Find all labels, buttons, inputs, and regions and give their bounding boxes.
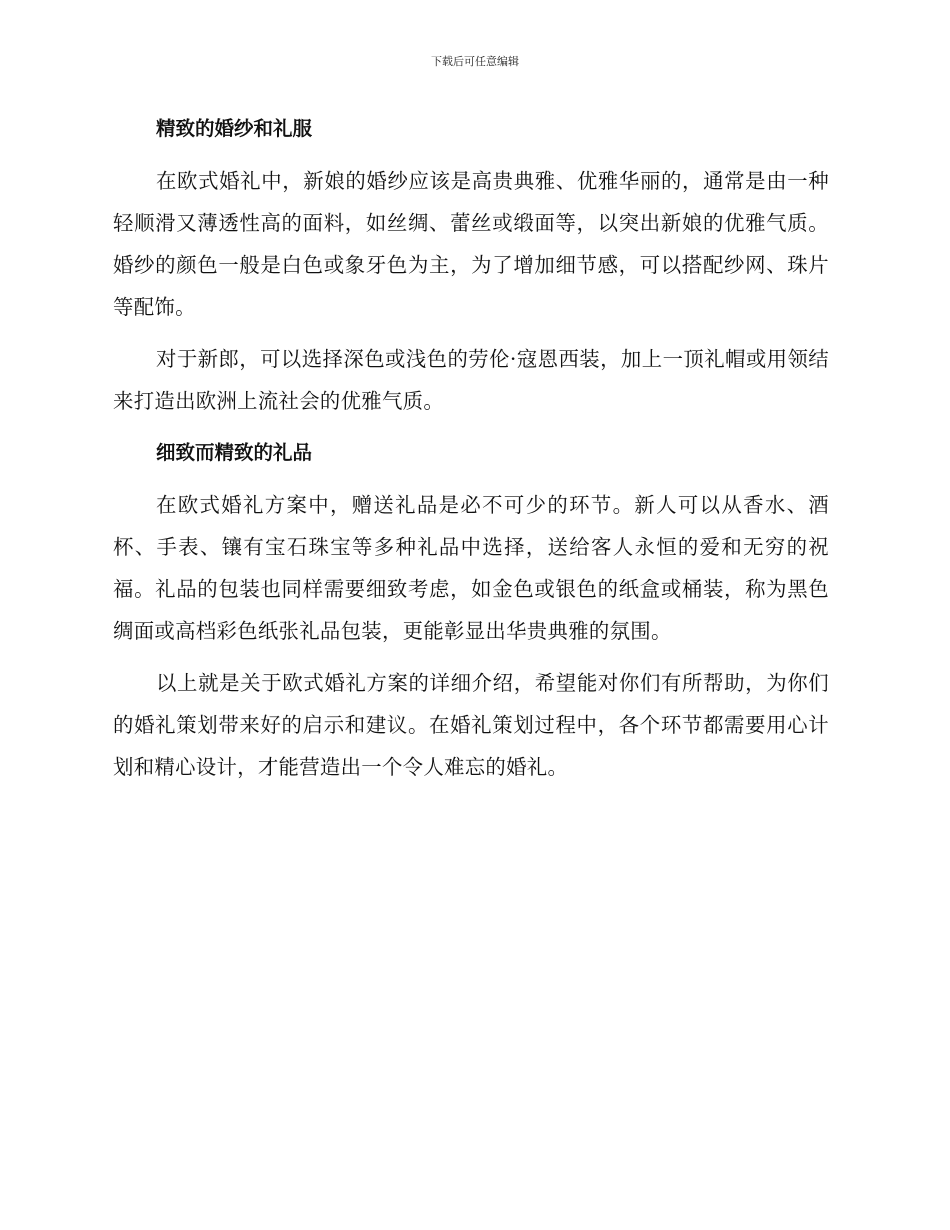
page-header: 下载后可任意编辑 <box>431 55 519 68</box>
document-body <box>113 108 829 798</box>
paragraph: 在欧式婚礼方案中，赠送礼品是必不可少的环节。新人可以从香水、酒杯、手表、镶有宝石珠宝等多种礼品中选择，送给客人永恒的爱和无穷的祝福。礼品的包装也同样需要细致考虑，如金色或银色的纸盒或桶装，称为黑色绸面或高档彩色纸张礼品包装，更能彰显出华贵典雅的氛围。 <box>113 493 829 643</box>
paragraph: 对于新郎，可以选择深色或浅色的劳伦·寇恩西装，加上一顶礼帽或用领结来打造出欧洲上流社会的优雅气质。 <box>113 347 829 413</box>
paragraph: 以上就是关于欧式婚礼方案的详细介绍，希望能对你们有所帮助，为你们的婚礼策划带来好的启示和建议。在婚礼策划过程中，各个环节都需要用心计划和精心设计，才能营造出一个令人难忘的婚礼。 <box>113 671 829 779</box>
section-heading: 细致而精致的礼品 <box>156 441 313 464</box>
paragraph: 在欧式婚礼中，新娘的婚纱应该是高贵典雅、优雅华丽的，通常是由一种轻顺滑又薄透性高的面料，如丝绸、蕾丝或缎面等，以突出新娘的优雅气质。婚纱的颜色一般是白色或象牙色为主，为了增加细节感，可以搭配纱网、珠片等配饰。 <box>113 169 829 319</box>
section-heading: 精致的婚纱和礼服 <box>156 117 313 140</box>
